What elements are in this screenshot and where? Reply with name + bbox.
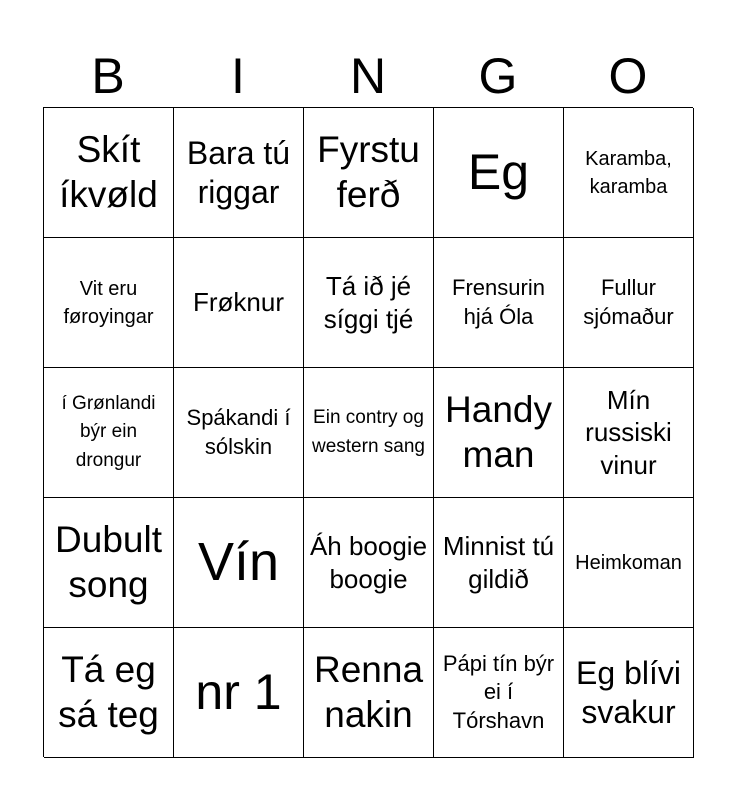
bingo-cell[interactable]: Bara tú riggar	[174, 108, 304, 238]
bingo-header	[43, 44, 693, 108]
header-letter-g: G	[478, 48, 518, 104]
bingo-cell[interactable]: Vit eru føroyingar	[44, 238, 174, 368]
bingo-cell[interactable]: Karamba, karamba	[564, 108, 694, 238]
bingo-cell[interactable]: í Grønlandi býr ein drongur	[44, 368, 174, 498]
bingo-cell[interactable]: Eg blívi svakur	[564, 628, 694, 758]
bingo-board	[43, 107, 693, 757]
bingo-cell[interactable]: Tá ið jé síggi tjé	[304, 238, 434, 368]
bingo-cell[interactable]: Skít íkvøld	[44, 108, 174, 238]
bingo-cell[interactable]: Dubult song	[44, 498, 174, 628]
bingo-cell[interactable]: Handy man	[434, 368, 564, 498]
bingo-cell[interactable]: Minnist tú gildið	[434, 498, 564, 628]
bingo-cell[interactable]: Frensurin hjá Óla	[434, 238, 564, 368]
bingo-cell[interactable]: Mín russiski vinur	[564, 368, 694, 498]
bingo-cell[interactable]: Fyrstu ferð	[304, 108, 434, 238]
bingo-cell[interactable]: Frøknur	[174, 238, 304, 368]
bingo-cell[interactable]: Vín	[174, 498, 304, 628]
header-letter-i: I	[231, 48, 245, 104]
bingo-cell[interactable]: Áh boogie boogie	[304, 498, 434, 628]
bingo-cell[interactable]: Heimkoman	[564, 498, 694, 628]
bingo-cell[interactable]: Spákandi í sólskin	[174, 368, 304, 498]
header-letter-n: N	[349, 48, 387, 104]
bingo-cell[interactable]: Tá eg sá teg	[44, 628, 174, 758]
bingo-cell[interactable]: Pápi tín býr ei í Tórshavn	[434, 628, 564, 758]
header-letter-o: O	[608, 48, 648, 104]
bingo-cell[interactable]: Ein contry og western sang	[304, 368, 434, 498]
header-letter-b: B	[91, 48, 125, 104]
bingo-cell[interactable]: Renna nakin	[304, 628, 434, 758]
bingo-cell[interactable]: Fullur sjómaður	[564, 238, 694, 368]
bingo-cell[interactable]: nr 1	[174, 628, 304, 758]
bingo-cell[interactable]: Eg	[434, 108, 564, 238]
